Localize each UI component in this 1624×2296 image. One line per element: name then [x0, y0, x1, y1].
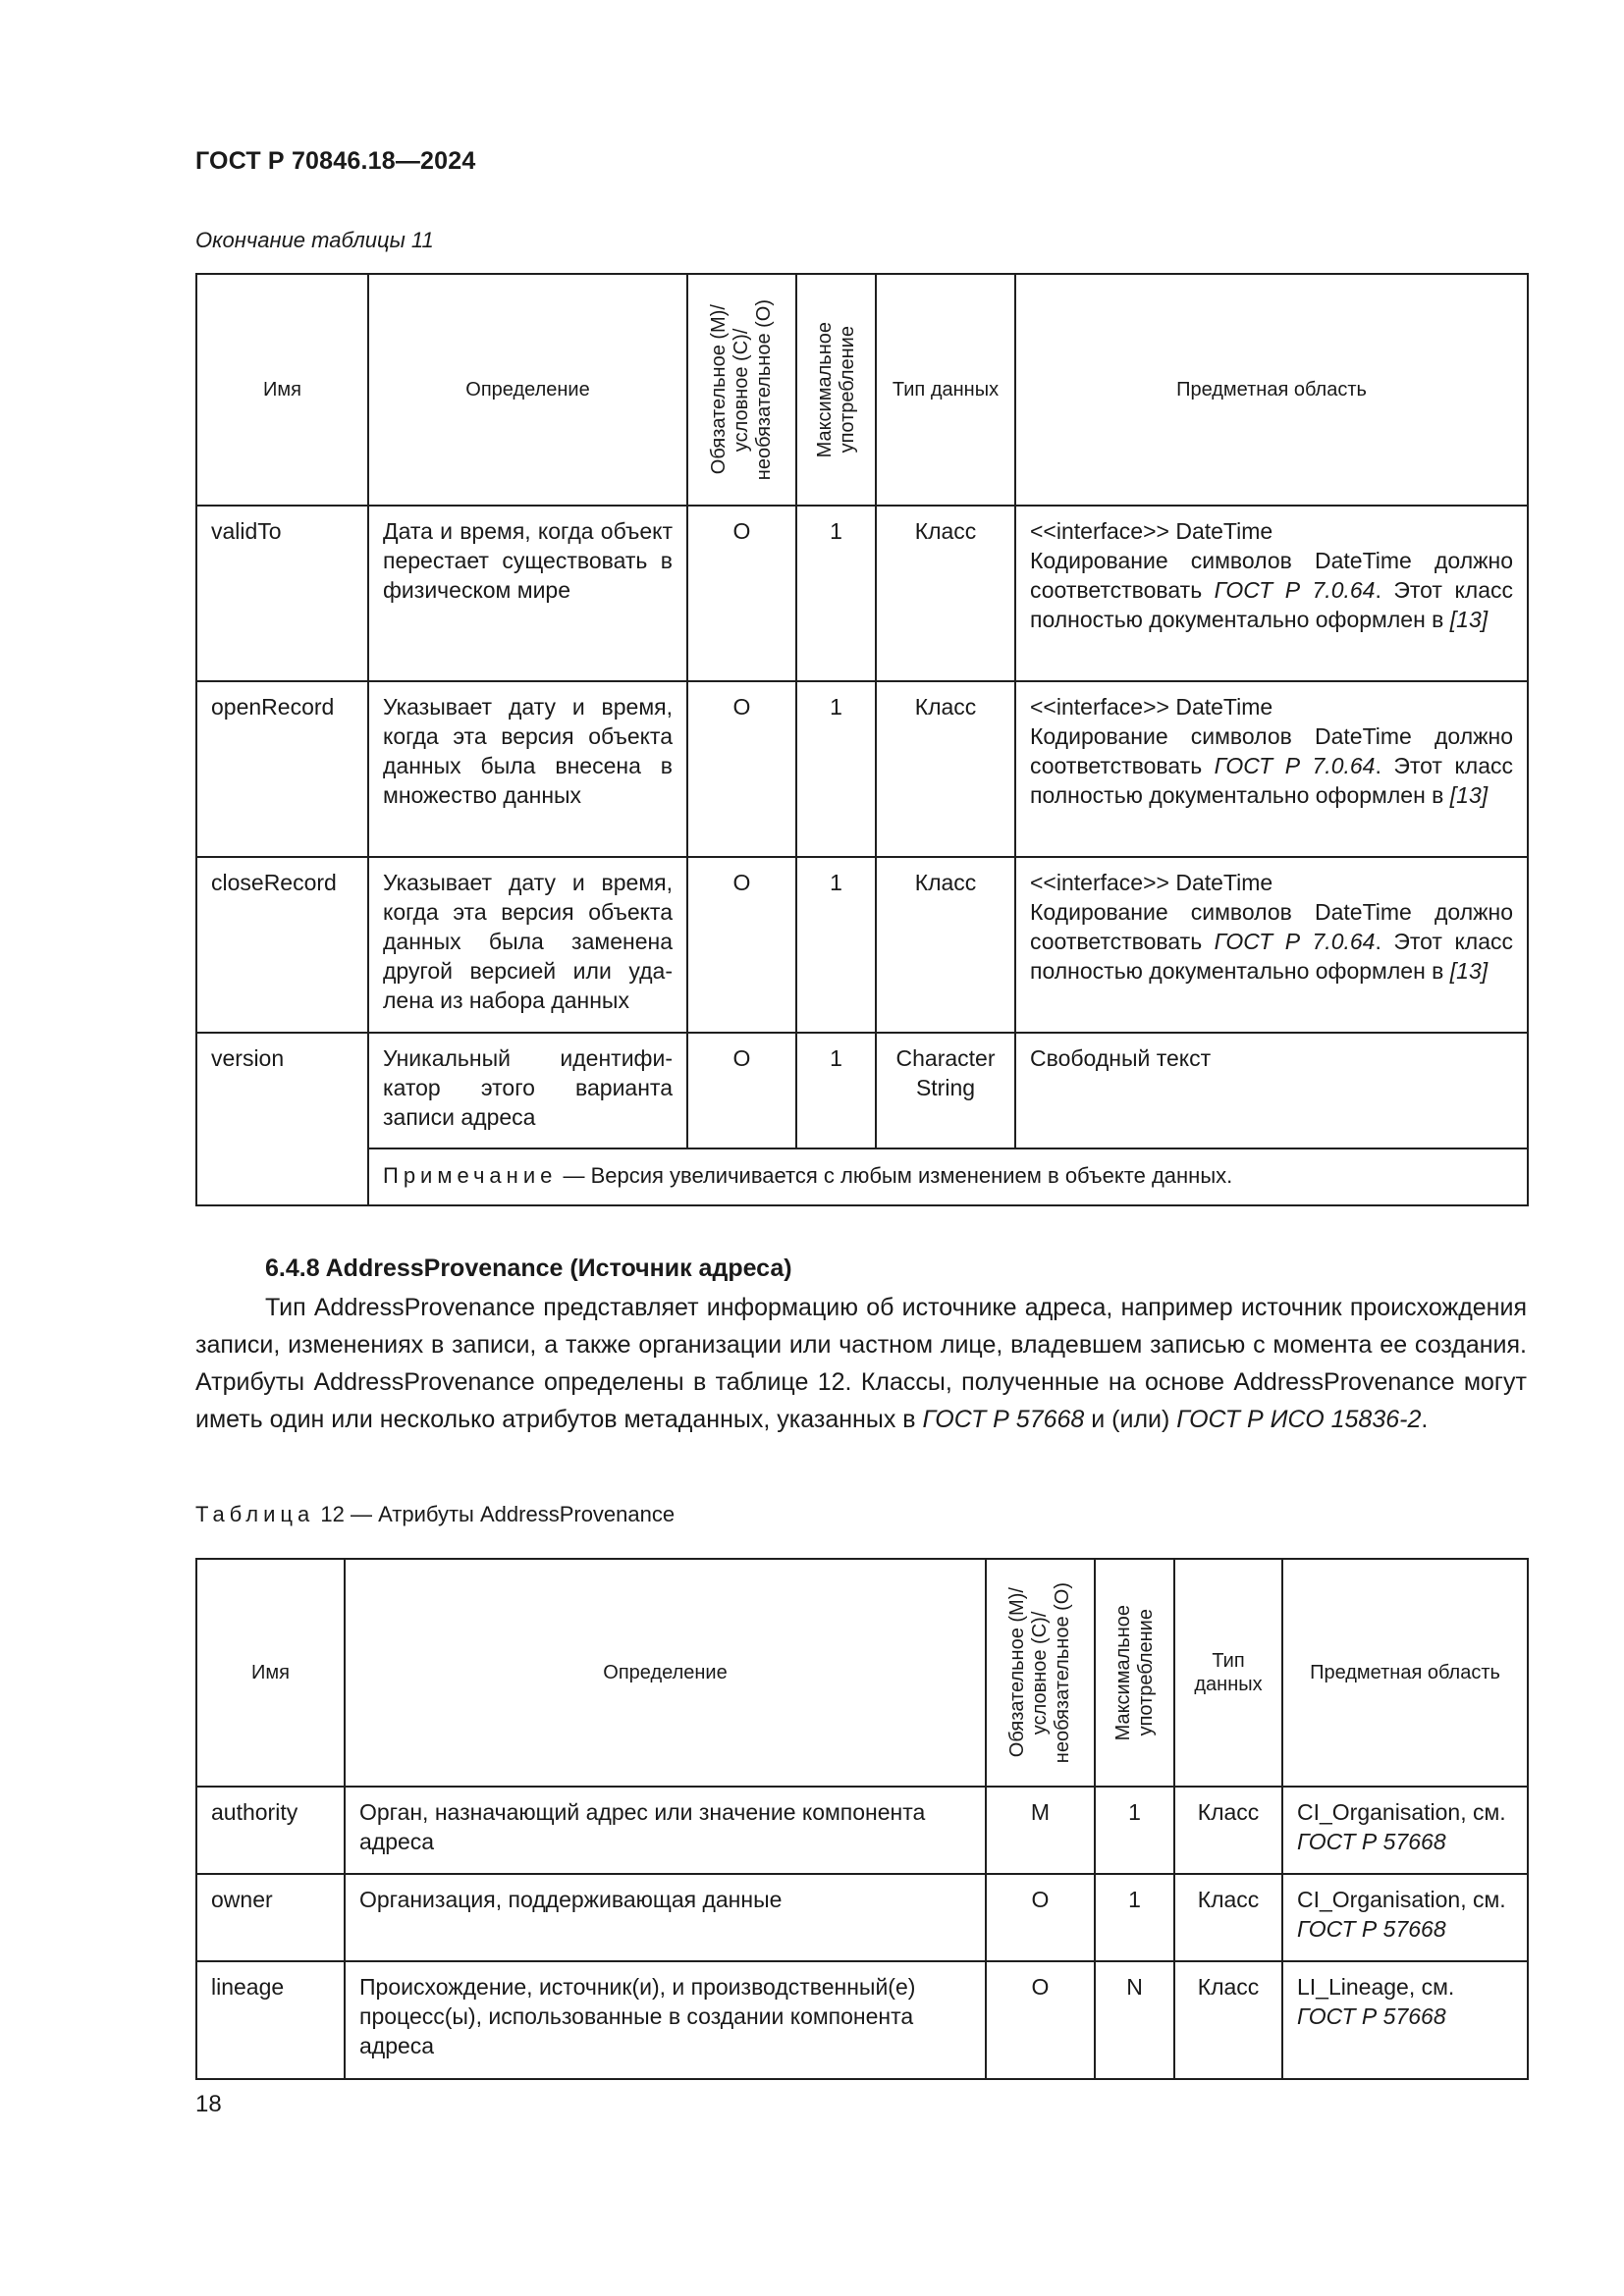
cell-type: Класс: [876, 506, 1015, 681]
cell-obligation: О: [687, 857, 796, 1033]
table-11: [195, 273, 1529, 1206]
header-obligation-text: Обязательное (M)/ условное (С)/ необязательное (О): [1006, 1581, 1073, 1764]
cell-domain: [1015, 506, 1528, 681]
cell-max: N: [1095, 1961, 1174, 2079]
cell-definition: Уникальный идентификатор этого варианта записи адреса: [368, 1033, 687, 1148]
header-definition: Определение: [368, 274, 687, 506]
domain-post: . Этот класс полностью документально оформлен в: [1030, 753, 1513, 808]
cell-domain: [1282, 1961, 1528, 2079]
cell-max: 1: [1095, 1874, 1174, 1961]
cell-definition: Организация, поддерживающая данные: [345, 1874, 986, 1961]
cell-obligation: О: [687, 681, 796, 857]
cell-definition: Указывает дату и время, когда эта версия объекта данных была внесена в множество данных: [368, 681, 687, 857]
cell-definition: Указывает дату и время, когда эта версия объекта данных была заменена другой версией или удалена из набора данных: [368, 857, 687, 1033]
domain-ref: ГОСТ Р 7.0.64: [1214, 577, 1376, 603]
table-12-header-row: [196, 1559, 1528, 1787]
table-row: [196, 1033, 1528, 1148]
cell-name: authority: [196, 1787, 345, 1874]
header-obligation-text: Обязательное (M)/ условное (С)/ необязательное (О): [708, 298, 775, 481]
cell-definition: Дата и время, когда объект перестает существовать в физическом мире: [368, 506, 687, 681]
domain-pre: CI_Organisation, см.: [1297, 1799, 1506, 1825]
table-note: [368, 1148, 1528, 1205]
header-name: Имя: [196, 274, 368, 506]
cell-domain: [1015, 857, 1528, 1033]
para-ref-2: ГОСТ Р ИСО 15836-2: [1176, 1406, 1422, 1433]
para-text-1: Тип AddressProvenance представляет информацию об источнике адреса, например источник происхождения записи, изменениях в записи, а также организации или частном лице, владевшем записью с момента ее создания. Атрибуты AddressProvenance определены в таблице 12. Классы, полученные на основе AddressProvenance могут иметь один или несколько атрибутов метаданных, указанных в: [195, 1294, 1527, 1433]
header-obligation: [687, 274, 796, 506]
header-domain: Предметная область: [1282, 1559, 1528, 1787]
note-label: Примечание: [383, 1163, 558, 1188]
domain-line1: <<interface>> DateTime: [1030, 694, 1273, 720]
standard-header: ГОСТ Р 70846.18—2024: [195, 147, 476, 175]
cell-max: 1: [796, 857, 876, 1033]
cell-type: Character String: [876, 1033, 1015, 1148]
table-row: [196, 1787, 1528, 1874]
domain-pre: Кодирование символов DateTime должно соответствовать: [1030, 899, 1513, 954]
cell-name: openRecord: [196, 681, 368, 857]
cell-max: 1: [796, 506, 876, 681]
header-max-use-text: Максимальное употребление: [1111, 1604, 1157, 1741]
cell-obligation: О: [687, 1033, 796, 1148]
header-name: Имя: [196, 1559, 345, 1787]
cell-domain: [1282, 1787, 1528, 1874]
cell-type: Класс: [1174, 1874, 1282, 1961]
cell-name: version: [196, 1033, 368, 1205]
header-max-use: [796, 274, 876, 506]
section-heading: 6.4.8 AddressProvenance (Источник адреса): [265, 1255, 792, 1282]
cell-obligation: О: [986, 1961, 1095, 2079]
table-row: [196, 506, 1528, 681]
domain-post: . Этот класс полностью документально оформлен в: [1030, 577, 1513, 632]
table-12-caption: [195, 1502, 675, 1527]
domain-ref: ГОСТ Р 7.0.64: [1214, 929, 1376, 954]
table-row: [196, 1961, 1528, 2079]
table-11-caption: Окончание таблицы 11: [195, 228, 434, 252]
cell-type: Класс: [876, 681, 1015, 857]
domain-pre: CI_Organisation, см.: [1297, 1887, 1506, 1912]
cell-name: closeRecord: [196, 857, 368, 1033]
cell-type: Класс: [1174, 1787, 1282, 1874]
cell-type: Класс: [1174, 1961, 1282, 2079]
header-max-use: [1095, 1559, 1174, 1787]
domain-cite: [13]: [1449, 607, 1489, 632]
table-11-header-row: [196, 274, 1528, 506]
table-row: [196, 857, 1528, 1033]
domain-pre: LI_Lineage, см.: [1297, 1974, 1455, 2000]
cell-obligation: О: [986, 1874, 1095, 1961]
domain-cite: [13]: [1449, 958, 1489, 984]
domain-line1: <<interface>> DateTime: [1030, 870, 1273, 895]
para-text-2: и (или): [1084, 1406, 1177, 1433]
domain-pre: Кодирование символов DateTime должно соответствовать: [1030, 548, 1513, 603]
cell-name: validTo: [196, 506, 368, 681]
header-definition: Определение: [345, 1559, 986, 1787]
domain-line1: <<interface>> DateTime: [1030, 518, 1273, 544]
domain-ref: ГОСТ Р 57668: [1297, 2003, 1446, 2029]
domain-ref: ГОСТ Р 57668: [1297, 1829, 1446, 1854]
cell-name: lineage: [196, 1961, 345, 2079]
cell-max: 1: [1095, 1787, 1174, 1874]
cell-obligation: О: [687, 506, 796, 681]
header-domain: Предметная область: [1015, 274, 1528, 506]
section-paragraph: [195, 1289, 1527, 1438]
cell-domain: [1015, 681, 1528, 857]
table-note-row: [196, 1148, 1528, 1205]
table-12-caption-text: 12 — Атрибуты AddressProvenance: [314, 1502, 676, 1526]
domain-cite: [13]: [1449, 782, 1489, 808]
domain-pre: Кодирование символов DateTime должно соответствовать: [1030, 723, 1513, 778]
cell-max: 1: [796, 681, 876, 857]
cell-name: owner: [196, 1874, 345, 1961]
cell-definition: Происхождение, источник(и), и производственный(е) процесс(ы), использованные в создании компонента адреса: [345, 1961, 986, 2079]
domain-ref: ГОСТ Р 57668: [1297, 1916, 1446, 1942]
table-12-caption-label: Таблица: [195, 1502, 315, 1526]
domain-post: . Этот класс полностью документально оформлен в: [1030, 929, 1513, 984]
para-text-3: .: [1421, 1406, 1429, 1433]
header-obligation: [986, 1559, 1095, 1787]
note-text: — Версия увеличивается с любым изменением в объекте данных.: [557, 1163, 1233, 1188]
para-ref-1: ГОСТ Р 57668: [922, 1406, 1085, 1433]
cell-definition: Орган, назначающий адрес или значение компонента адреса: [345, 1787, 986, 1874]
cell-max: 1: [796, 1033, 876, 1148]
cell-type: Класс: [876, 857, 1015, 1033]
table-row: [196, 1874, 1528, 1961]
cell-obligation: M: [986, 1787, 1095, 1874]
table-row: [196, 681, 1528, 857]
cell-domain: Свободный текст: [1015, 1033, 1528, 1148]
header-data-type: Тип данных: [876, 274, 1015, 506]
domain-ref: ГОСТ Р 7.0.64: [1214, 753, 1376, 778]
cell-domain: [1282, 1874, 1528, 1961]
page-number: 18: [195, 2091, 222, 2117]
header-max-use-text: Максимальное употребление: [813, 321, 858, 458]
header-data-type: Тип данных: [1174, 1559, 1282, 1787]
table-12: [195, 1558, 1529, 2080]
